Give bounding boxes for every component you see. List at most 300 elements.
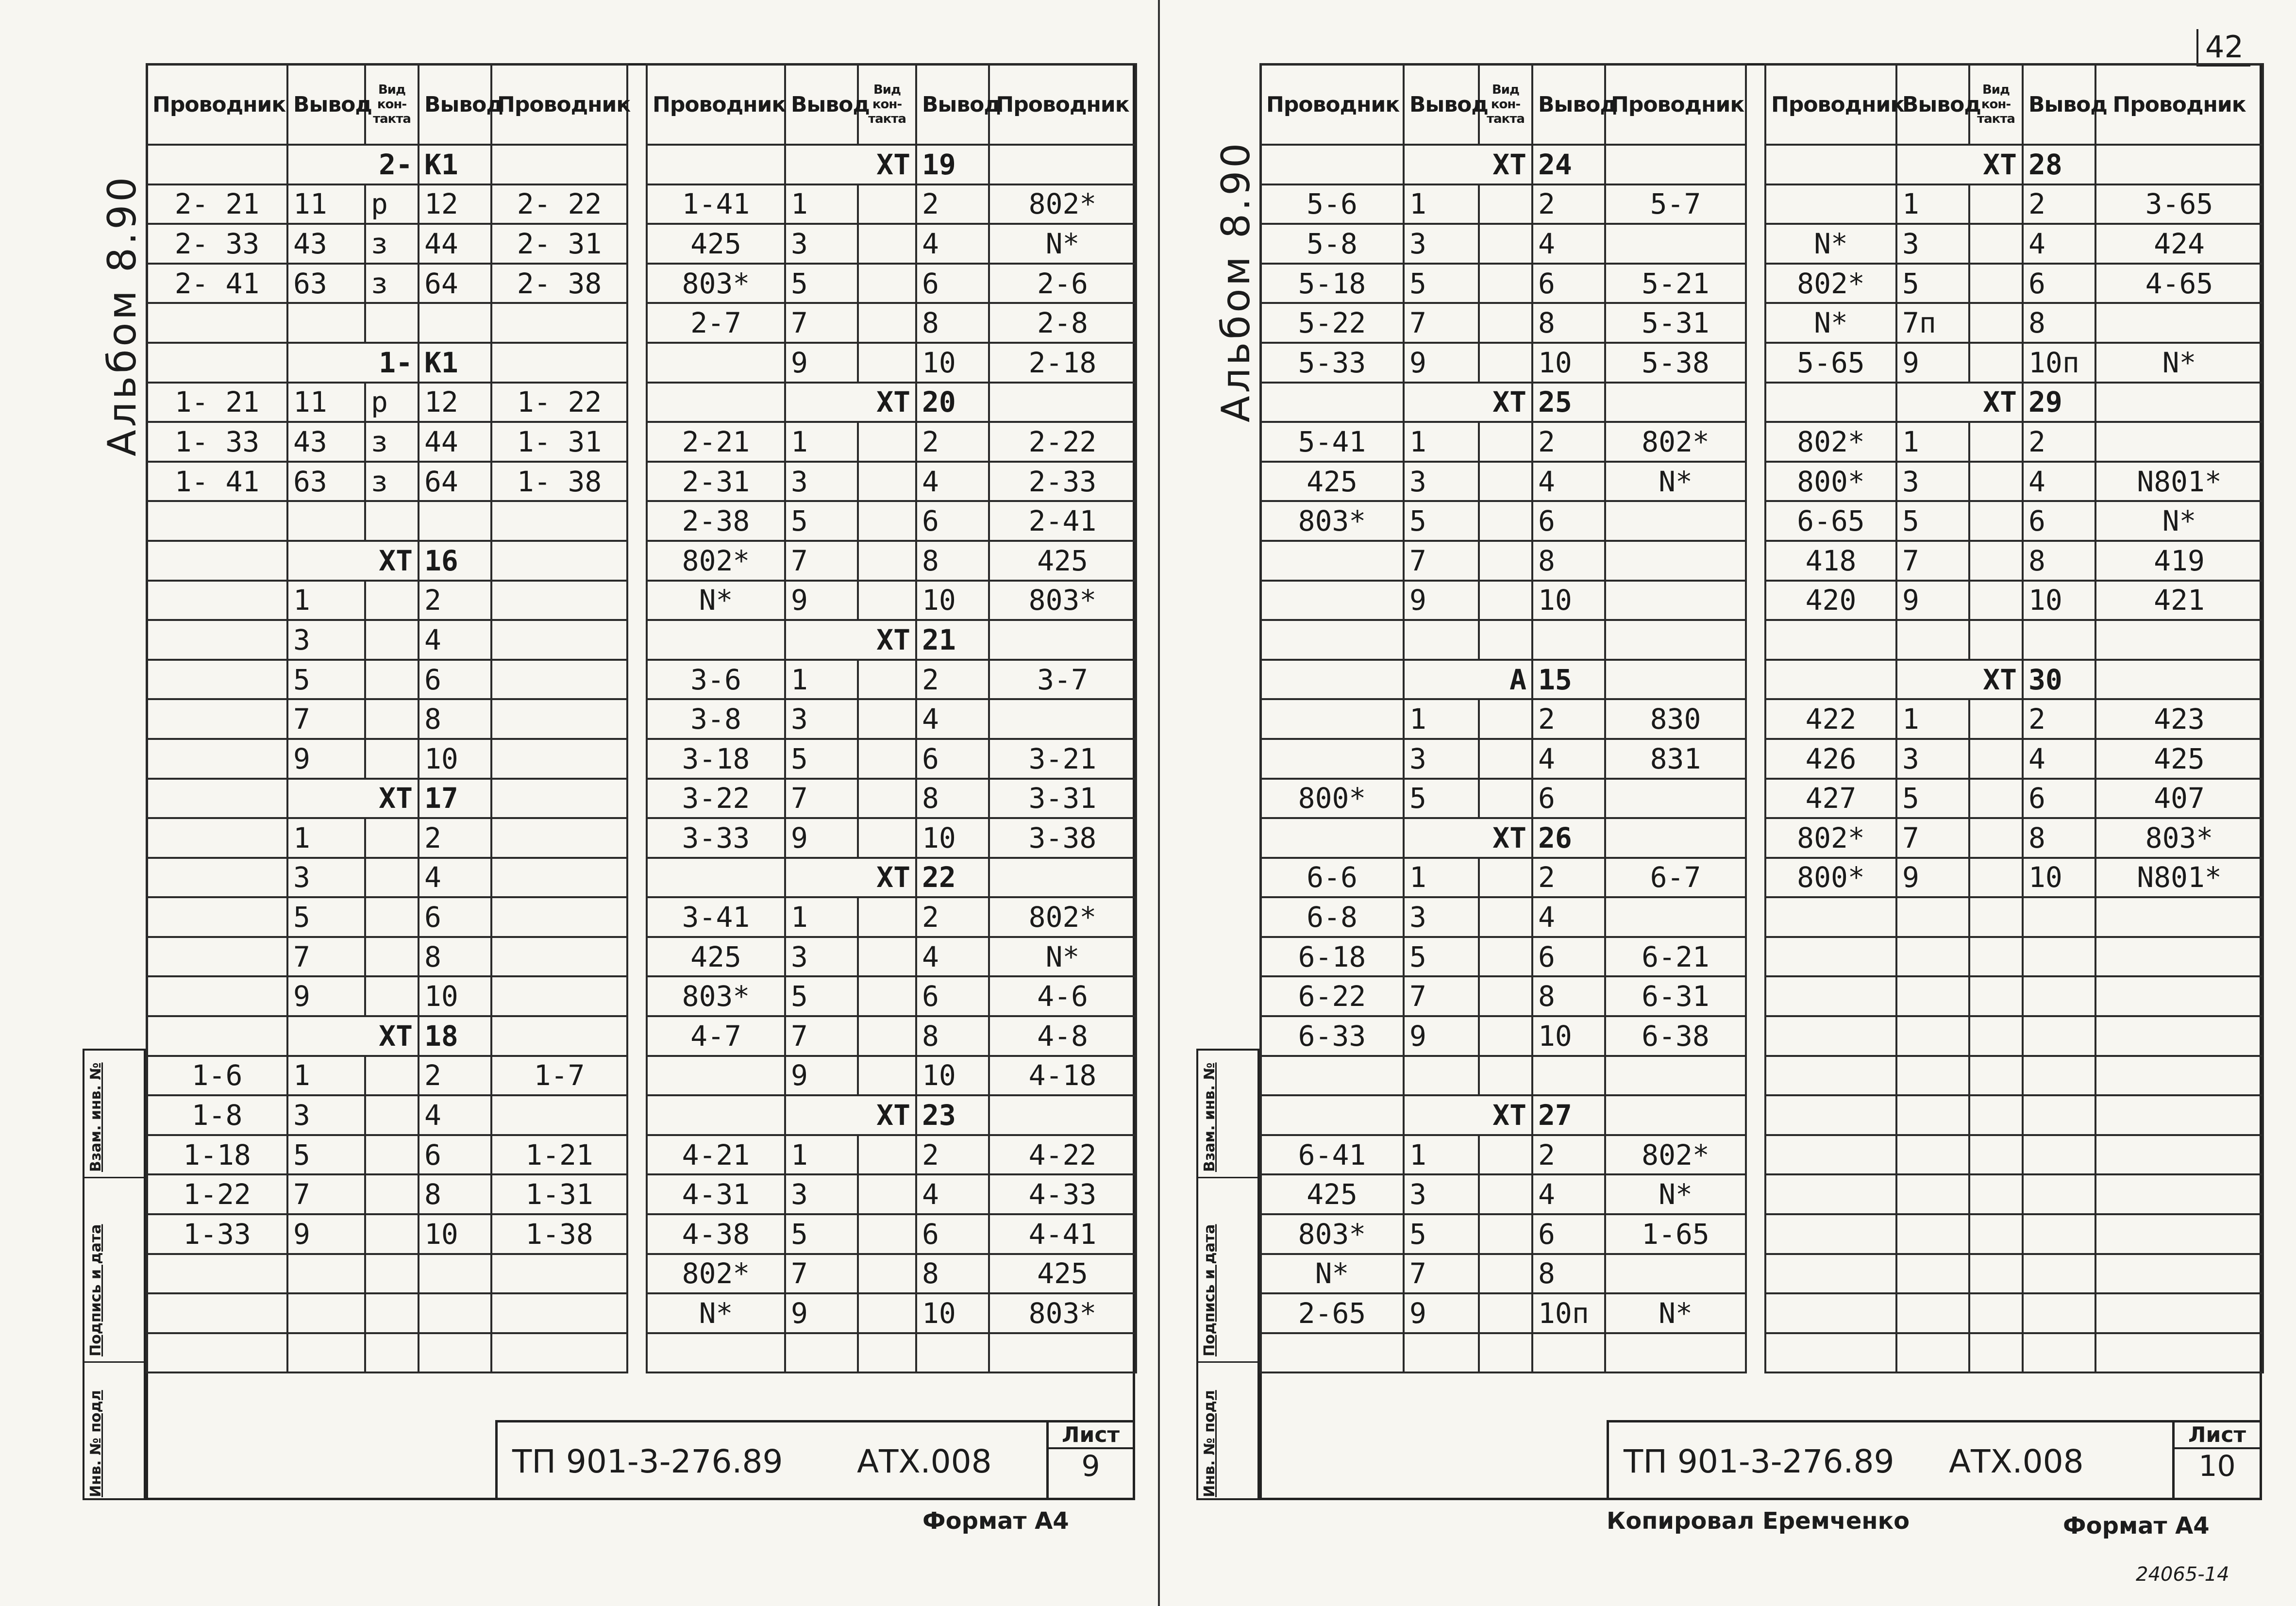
table-row xyxy=(1765,779,2263,819)
terminal-block-type: ХТ xyxy=(1404,818,1532,858)
conductor-cell: 425 xyxy=(647,224,785,264)
table-row xyxy=(1260,303,1746,343)
terminal-block-number: 19 xyxy=(916,145,989,184)
conductor-cell xyxy=(1605,779,1746,819)
contact-type-cell xyxy=(1479,1056,1532,1096)
empty-cell xyxy=(1260,818,1404,858)
conductor-cell: 6-22 xyxy=(1260,976,1404,1016)
table-row xyxy=(147,1214,627,1254)
empty-cell xyxy=(1605,145,1746,184)
terminal-block-number: 16 xyxy=(419,541,491,581)
conductor-cell xyxy=(1765,937,1896,977)
terminal-cell: 10 xyxy=(419,739,491,779)
conductor-cell: N* xyxy=(1260,1254,1404,1294)
table-row xyxy=(1260,581,1746,620)
header-vyvod: Вывод xyxy=(785,64,858,145)
terminal-cell: 10 xyxy=(2023,581,2095,620)
terminal-cell: 3 xyxy=(1404,739,1479,779)
conductor-cell xyxy=(1260,699,1404,739)
table-row xyxy=(1765,224,2263,264)
terminal-cell xyxy=(419,1293,491,1333)
terminal-cell: 7 xyxy=(1404,541,1479,581)
conductor-cell: 2- 33 xyxy=(147,224,287,264)
terminal-cell: 4 xyxy=(1532,1174,1605,1214)
document-code: ТП 901-3-276.89 xyxy=(1624,1443,1894,1480)
terminal-cell: 6 xyxy=(916,1214,989,1254)
table-row xyxy=(1260,343,1746,383)
conductor-cell xyxy=(491,1293,627,1333)
contact-type-cell xyxy=(1479,343,1532,383)
conductor-cell: 5-6 xyxy=(1260,184,1404,224)
table-row xyxy=(1765,1056,2263,1096)
conductor-cell: 800* xyxy=(1765,462,1896,502)
contact-type-cell xyxy=(1969,1016,2023,1056)
group-header-row xyxy=(1765,660,2263,700)
table-row xyxy=(647,422,1136,462)
terminal-cell: 9 xyxy=(1896,343,1969,383)
contact-type-cell xyxy=(858,699,916,739)
terminal-block-number: К1 xyxy=(419,343,491,383)
terminal-cell: 7 xyxy=(785,1254,858,1294)
terminal-cell: 9 xyxy=(287,739,365,779)
terminal-block-type: ХТ xyxy=(785,383,916,422)
contact-type-cell xyxy=(1479,1254,1532,1294)
contact-type-cell xyxy=(858,1293,916,1333)
conductor-cell xyxy=(2095,1214,2263,1254)
table-row xyxy=(647,224,1136,264)
table-row xyxy=(1765,1174,2263,1214)
terminal-cell: 2 xyxy=(916,1135,989,1175)
table-row xyxy=(1765,1293,2263,1333)
table-row xyxy=(647,1214,1136,1254)
conductor-cell: 803* xyxy=(989,581,1136,620)
table-row xyxy=(1765,1135,2263,1175)
conductor-cell xyxy=(147,699,287,739)
table-row xyxy=(1765,937,2263,977)
table-row xyxy=(1260,541,1746,581)
album-label: Альбом 8.90 xyxy=(1213,140,1258,422)
terminal-cell xyxy=(2023,937,2095,977)
conductor-cell xyxy=(491,858,627,898)
conductor-cell: 1-8 xyxy=(147,1095,287,1135)
contact-type-cell xyxy=(1969,462,2023,502)
terminal-cell: 7 xyxy=(785,541,858,581)
table-row xyxy=(147,818,627,858)
conductor-cell xyxy=(2095,1293,2263,1333)
sheet-number-box xyxy=(2172,1422,2260,1498)
header-vyvod: Вывод xyxy=(2023,64,2095,145)
conductor-cell: 831 xyxy=(1605,739,1746,779)
terminal-block-number: 15 xyxy=(1532,660,1605,700)
contact-type-cell xyxy=(365,818,419,858)
terminal-cell: 8 xyxy=(419,699,491,739)
terminal-cell: 5 xyxy=(287,897,365,937)
conductor-cell xyxy=(147,620,287,660)
conductor-cell xyxy=(989,1333,1136,1373)
conductor-cell: 802* xyxy=(1605,1135,1746,1175)
conductor-cell: 5-22 xyxy=(1260,303,1404,343)
terminal-cell: 2 xyxy=(916,184,989,224)
contact-type-cell xyxy=(858,976,916,1016)
empty-cell xyxy=(647,145,785,184)
terminal-cell: 8 xyxy=(916,1254,989,1294)
conductor-cell xyxy=(147,303,287,343)
table-row xyxy=(1260,1135,1746,1175)
table-row xyxy=(647,581,1136,620)
conductor-cell: 3-21 xyxy=(989,739,1136,779)
copied-by-note: Копировал Еремченко xyxy=(1607,1507,1910,1535)
terminal-block-type: ХТ xyxy=(1896,383,2023,422)
terminal-block-number: 17 xyxy=(419,779,491,819)
terminal-cell xyxy=(2023,1095,2095,1135)
conductor-cell: 5-41 xyxy=(1260,422,1404,462)
conductor-cell: 1-22 xyxy=(147,1174,287,1214)
terminal-cell: 8 xyxy=(419,937,491,977)
empty-cell xyxy=(147,343,287,383)
conductor-cell: N* xyxy=(647,1293,785,1333)
table-row xyxy=(1260,264,1746,303)
terminal-cell: 4 xyxy=(2023,462,2095,502)
conductor-cell: 1-21 xyxy=(491,1135,627,1175)
table-row xyxy=(1765,422,2263,462)
terminal-block-number: К1 xyxy=(419,145,491,184)
conductor-cell xyxy=(147,1254,287,1294)
terminal-cell xyxy=(1896,1056,1969,1096)
terminal-block-number: 24 xyxy=(1532,145,1605,184)
title-block xyxy=(495,1420,1135,1500)
header-provodnik: Проводник xyxy=(1260,64,1404,145)
header-vid-kontakta: Вид кон-такта xyxy=(365,64,419,145)
group-header-row xyxy=(647,1095,1136,1135)
conductor-cell xyxy=(1605,1254,1746,1294)
terminal-cell: 1 xyxy=(1896,699,1969,739)
approval-sidebar xyxy=(83,1049,146,1500)
header-provodnik: Проводник xyxy=(1605,64,1746,145)
contact-type-cell xyxy=(1479,739,1532,779)
terminal-cell: 9 xyxy=(287,1214,365,1254)
conductor-cell: 3-22 xyxy=(647,779,785,819)
conductor-cell xyxy=(647,1333,785,1373)
terminal-cell: 8 xyxy=(2023,303,2095,343)
conductor-cell: N* xyxy=(2095,343,2263,383)
conductor-cell xyxy=(1260,620,1404,660)
conductor-cell: 4-31 xyxy=(647,1174,785,1214)
table-row xyxy=(147,976,627,1016)
terminal-cell: 5 xyxy=(1404,501,1479,541)
conductor-cell: 423 xyxy=(2095,699,2263,739)
table-row xyxy=(1765,976,2263,1016)
conductor-cell: 3-38 xyxy=(989,818,1136,858)
conductor-cell xyxy=(1605,541,1746,581)
table-row xyxy=(1765,264,2263,303)
conductor-cell xyxy=(147,858,287,898)
terminal-cell: 2 xyxy=(2023,699,2095,739)
terminal-cell: 6 xyxy=(1532,937,1605,977)
header-vid-kontakta: Вид кон-такта xyxy=(858,64,916,145)
terminal-cell: 64 xyxy=(419,264,491,303)
terminal-block-type: ХТ xyxy=(785,1095,916,1135)
terminal-cell: 8 xyxy=(1532,1254,1605,1294)
contact-type-cell xyxy=(1969,1095,2023,1135)
sidebar-label-vzam-inv: Взам. инв. № xyxy=(87,1062,104,1172)
terminal-cell xyxy=(1896,1174,1969,1214)
terminal-block-number: 20 xyxy=(916,383,989,422)
terminal-cell: 9 xyxy=(1404,1016,1479,1056)
conductor-cell: 4-21 xyxy=(647,1135,785,1175)
group-header-row xyxy=(147,145,627,184)
conductor-cell: 802* xyxy=(647,1254,785,1294)
table-row xyxy=(1260,1333,1746,1373)
table-row xyxy=(147,660,627,700)
empty-cell xyxy=(647,1095,785,1135)
terminal-cell xyxy=(419,1254,491,1294)
table-row xyxy=(1260,699,1746,739)
table-row xyxy=(147,264,627,303)
terminal-cell: 1 xyxy=(1896,184,1969,224)
contact-type-cell xyxy=(365,303,419,343)
table-row xyxy=(647,1254,1136,1294)
table-row xyxy=(147,501,627,541)
conductor-cell xyxy=(491,1333,627,1373)
terminal-block-type: ХТ xyxy=(1896,145,2023,184)
conductor-cell: 4-33 xyxy=(989,1174,1136,1214)
terminal-cell: 6 xyxy=(1532,779,1605,819)
contact-type-cell xyxy=(365,620,419,660)
empty-cell xyxy=(1765,145,1896,184)
table-row xyxy=(147,937,627,977)
conductor-cell: 3-31 xyxy=(989,779,1136,819)
conductor-cell: 3-33 xyxy=(647,818,785,858)
terminal-cell: 7 xyxy=(1896,541,1969,581)
table-row xyxy=(147,1333,627,1373)
contact-type-cell xyxy=(1479,422,1532,462)
conductor-cell: 424 xyxy=(2095,224,2263,264)
conductor-cell: 1-33 xyxy=(147,1214,287,1254)
terminal-cell: 63 xyxy=(287,462,365,502)
terminal-cell xyxy=(287,1293,365,1333)
terminal-cell: 1 xyxy=(1404,858,1479,898)
terminal-cell: 10 xyxy=(419,976,491,1016)
contact-type-cell xyxy=(1969,224,2023,264)
contact-type-cell xyxy=(1969,699,2023,739)
terminal-block-type: ХТ xyxy=(1404,383,1532,422)
terminal-cell: 8 xyxy=(2023,541,2095,581)
table-row xyxy=(1260,1056,1746,1096)
wiring-table-2 xyxy=(1764,63,2264,1373)
table-row xyxy=(647,699,1136,739)
conductor-cell xyxy=(1765,1333,1896,1373)
table-row xyxy=(1260,422,1746,462)
conductor-cell: 803* xyxy=(989,1293,1136,1333)
conductor-cell: 418 xyxy=(1765,541,1896,581)
conductor-cell: 5-8 xyxy=(1260,224,1404,264)
contact-type-cell xyxy=(1969,620,2023,660)
terminal-block-number: 18 xyxy=(419,1016,491,1056)
conductor-cell xyxy=(2095,937,2263,977)
header-vid-kontakta: Вид кон-такта xyxy=(1479,64,1532,145)
archive-stamp: 24065-14 xyxy=(2136,1563,2229,1586)
conductor-cell xyxy=(491,976,627,1016)
contact-type-cell xyxy=(858,541,916,581)
terminal-cell: 3 xyxy=(785,937,858,977)
contact-type-cell xyxy=(858,1254,916,1294)
contact-type-cell xyxy=(365,581,419,620)
terminal-cell: 6 xyxy=(2023,501,2095,541)
table-row xyxy=(147,1293,627,1333)
contact-type-cell xyxy=(365,1095,419,1135)
contact-type-cell: р xyxy=(365,383,419,422)
conductor-cell: 5-65 xyxy=(1765,343,1896,383)
contact-type-cell: з xyxy=(365,264,419,303)
conductor-cell: 6-65 xyxy=(1765,501,1896,541)
conductor-cell: 426 xyxy=(1765,739,1896,779)
conductor-cell: 2-18 xyxy=(989,343,1136,383)
group-header-row xyxy=(647,620,1136,660)
conductor-cell: 422 xyxy=(1765,699,1896,739)
table-row xyxy=(647,937,1136,977)
terminal-cell: 6 xyxy=(916,501,989,541)
table-row xyxy=(1260,1254,1746,1294)
group-header-row xyxy=(1260,660,1746,700)
conductor-cell: 420 xyxy=(1765,581,1896,620)
terminal-cell xyxy=(1404,1056,1479,1096)
page-number: 42 xyxy=(2196,29,2250,67)
conductor-cell: N* xyxy=(1765,303,1896,343)
empty-cell xyxy=(647,620,785,660)
conductor-cell: 2-22 xyxy=(989,422,1136,462)
sheet-right xyxy=(1158,0,2296,1606)
conductor-cell xyxy=(491,818,627,858)
terminal-cell: 5 xyxy=(785,501,858,541)
conductor-cell xyxy=(491,897,627,937)
terminal-cell: 7 xyxy=(785,303,858,343)
conductor-cell: N* xyxy=(2095,501,2263,541)
contact-type-cell xyxy=(858,937,916,977)
contact-type-cell xyxy=(1479,976,1532,1016)
conductor-cell: 6-8 xyxy=(1260,897,1404,937)
terminal-block-type: ХТ xyxy=(785,858,916,898)
contact-type-cell xyxy=(1479,184,1532,224)
terminal-cell xyxy=(1896,897,1969,937)
conductor-cell: N* xyxy=(647,581,785,620)
conductor-cell xyxy=(147,897,287,937)
contact-type-cell: р xyxy=(365,184,419,224)
terminal-cell: 8 xyxy=(1532,976,1605,1016)
document-section: АТХ.008 xyxy=(857,1443,992,1480)
contact-type-cell xyxy=(1479,699,1532,739)
terminal-block-type: ХТ xyxy=(1404,145,1532,184)
terminal-cell: 9 xyxy=(1404,1293,1479,1333)
conductor-cell: 425 xyxy=(2095,739,2263,779)
group-header-row xyxy=(1260,1095,1746,1135)
contact-type-cell xyxy=(1969,897,2023,937)
empty-cell xyxy=(147,145,287,184)
contact-type-cell xyxy=(1969,976,2023,1016)
terminal-cell: 1 xyxy=(1404,184,1479,224)
terminal-cell xyxy=(2023,976,2095,1016)
terminal-cell: 2 xyxy=(1532,1135,1605,1175)
conductor-cell: N* xyxy=(1605,1174,1746,1214)
conductor-cell: 1-18 xyxy=(147,1135,287,1175)
table-row xyxy=(147,383,627,422)
table-row xyxy=(147,699,627,739)
header-provodnik: Проводник xyxy=(491,64,627,145)
terminal-cell: 8 xyxy=(2023,818,2095,858)
conductor-cell: N801* xyxy=(2095,462,2263,502)
contact-type-cell: з xyxy=(365,224,419,264)
table-row xyxy=(1765,1016,2263,1056)
sidebar-label-vzam-inv: Взам. инв. № xyxy=(1201,1062,1218,1172)
sidebar-label-inv-podl: Инв. № подл xyxy=(87,1390,104,1497)
terminal-cell: 1 xyxy=(1896,422,1969,462)
conductor-cell: N* xyxy=(1605,1293,1746,1333)
conductor-cell xyxy=(2095,303,2263,343)
contact-type-cell xyxy=(1479,462,1532,502)
terminal-cell xyxy=(1896,1095,1969,1135)
conductor-cell: 4-41 xyxy=(989,1214,1136,1254)
conductor-cell: N* xyxy=(989,937,1136,977)
empty-cell xyxy=(647,858,785,898)
table-row xyxy=(1260,739,1746,779)
table-row xyxy=(1765,1214,2263,1254)
terminal-cell xyxy=(2023,1293,2095,1333)
conductor-cell: 6-31 xyxy=(1605,976,1746,1016)
table-row xyxy=(1260,462,1746,502)
terminal-cell: 7 xyxy=(287,699,365,739)
contact-type-cell xyxy=(1969,303,2023,343)
format-label: Формат А4 xyxy=(2063,1512,2210,1539)
terminal-cell: 8 xyxy=(916,303,989,343)
empty-cell xyxy=(1605,660,1746,700)
conductor-cell: 6-6 xyxy=(1260,858,1404,898)
conductor-cell: N* xyxy=(1765,224,1896,264)
terminal-cell: 9 xyxy=(1404,581,1479,620)
conductor-cell: 4-38 xyxy=(647,1214,785,1254)
terminal-block-type: 2- xyxy=(287,145,419,184)
conductor-cell: 2-21 xyxy=(647,422,785,462)
header-vyvod: Вывод xyxy=(1404,64,1479,145)
table-row xyxy=(1765,581,2263,620)
sidebar-label-signature-date: Подпись и дата xyxy=(87,1224,104,1356)
conductor-cell xyxy=(2095,1333,2263,1373)
terminal-cell: 10 xyxy=(1532,1016,1605,1056)
header-vyvod: Вывод xyxy=(287,64,365,145)
terminal-cell xyxy=(1896,937,1969,977)
terminal-cell xyxy=(1896,1293,1969,1333)
conductor-cell: 425 xyxy=(989,1254,1136,1294)
contact-type-cell xyxy=(1479,779,1532,819)
terminal-cell: 12 xyxy=(419,184,491,224)
contact-type-cell xyxy=(858,581,916,620)
conductor-cell: 802* xyxy=(989,184,1136,224)
group-header-row xyxy=(147,1016,627,1056)
contact-type-cell xyxy=(1479,897,1532,937)
conductor-cell: 803* xyxy=(2095,818,2263,858)
contact-type-cell xyxy=(858,818,916,858)
conductor-cell xyxy=(491,501,627,541)
terminal-cell: 1 xyxy=(287,818,365,858)
conductor-cell: 3-8 xyxy=(647,699,785,739)
empty-cell xyxy=(1605,383,1746,422)
conductor-cell xyxy=(1765,1293,1896,1333)
terminal-cell: 6 xyxy=(1532,501,1605,541)
table-row xyxy=(647,462,1136,502)
conductor-cell: 2- 38 xyxy=(491,264,627,303)
conductor-cell xyxy=(1605,1056,1746,1096)
terminal-block-type: ХТ xyxy=(287,541,419,581)
conductor-cell xyxy=(147,581,287,620)
terminal-cell: 9 xyxy=(785,1056,858,1096)
